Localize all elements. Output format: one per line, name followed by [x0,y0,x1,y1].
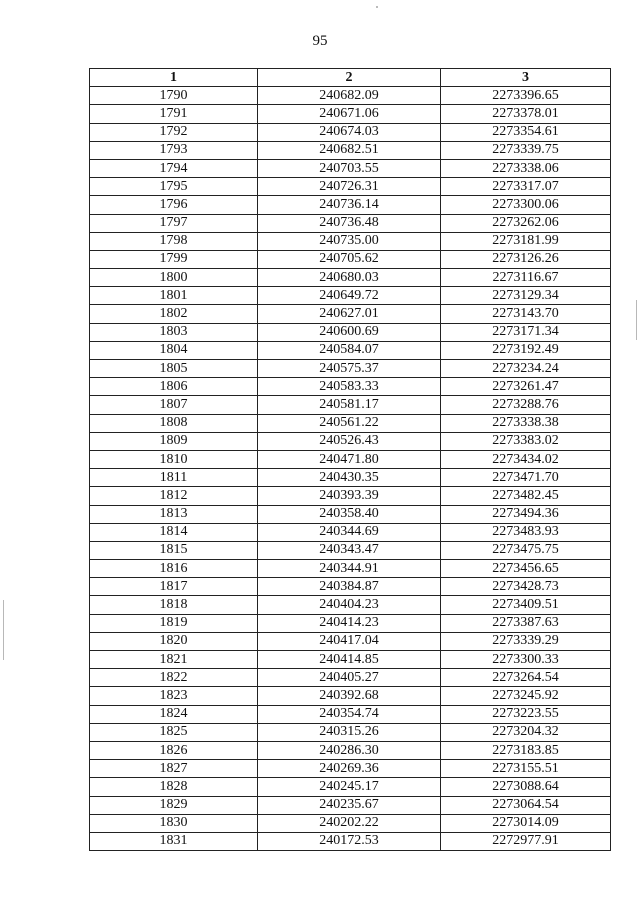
table-row [90,560,611,578]
x-coordinate-cell: 240471.80 [258,450,441,468]
table-row [90,541,611,559]
table-row [90,232,611,250]
table-row [90,105,611,123]
table-row [90,741,611,759]
table-row [90,760,611,778]
x-coordinate-cell: 240430.35 [258,469,441,487]
x-coordinate-cell: 240354.74 [258,705,441,723]
x-coordinate-cell: 240735.00 [258,232,441,250]
point-number-cell: 1807 [90,396,258,414]
table-row [90,832,611,850]
point-number-cell: 1822 [90,669,258,687]
y-coordinate-cell: 2273171.34 [441,323,611,341]
x-coordinate-cell: 240172.53 [258,832,441,850]
y-coordinate-cell: 2273116.67 [441,269,611,287]
table-row [90,396,611,414]
x-coordinate-cell: 240393.39 [258,487,441,505]
point-number-cell: 1826 [90,741,258,759]
x-coordinate-cell: 240343.47 [258,541,441,559]
point-number-cell: 1831 [90,832,258,850]
point-number-cell: 1794 [90,159,258,177]
scan-edge-mark-right [636,300,637,340]
x-coordinate-cell: 240405.27 [258,669,441,687]
y-coordinate-cell: 2273471.70 [441,469,611,487]
point-number-cell: 1825 [90,723,258,741]
table-row [90,214,611,232]
y-coordinate-cell: 2273223.55 [441,705,611,723]
x-coordinate-cell: 240344.69 [258,523,441,541]
point-number-cell: 1798 [90,232,258,250]
y-coordinate-cell: 2273456.65 [441,560,611,578]
table-row [90,651,611,669]
y-coordinate-cell: 2273014.09 [441,814,611,832]
y-coordinate-cell: 2273300.33 [441,651,611,669]
y-coordinate-cell: 2273264.54 [441,669,611,687]
x-coordinate-cell: 240674.03 [258,123,441,141]
y-coordinate-cell: 2273143.70 [441,305,611,323]
point-number-cell: 1797 [90,214,258,232]
x-coordinate-cell: 240344.91 [258,560,441,578]
x-coordinate-cell: 240235.67 [258,796,441,814]
table-row [90,687,611,705]
x-coordinate-cell: 240392.68 [258,687,441,705]
table-row [90,523,611,541]
x-coordinate-cell: 240526.43 [258,432,441,450]
point-number-cell: 1808 [90,414,258,432]
table-row [90,432,611,450]
point-number-cell: 1806 [90,378,258,396]
x-coordinate-cell: 240627.01 [258,305,441,323]
y-coordinate-cell: 2273245.92 [441,687,611,705]
x-coordinate-cell: 240245.17 [258,778,441,796]
coordinates-table [89,68,611,851]
x-coordinate-cell: 240417.04 [258,632,441,650]
point-number-cell: 1812 [90,487,258,505]
x-coordinate-cell: 240584.07 [258,341,441,359]
point-number-cell: 1800 [90,269,258,287]
table-row [90,450,611,468]
table-row [90,414,611,432]
y-coordinate-cell: 2273475.75 [441,541,611,559]
x-coordinate-cell: 240736.48 [258,214,441,232]
table-row [90,287,611,305]
y-coordinate-cell: 2273494.36 [441,505,611,523]
point-number-cell: 1799 [90,250,258,268]
y-coordinate-cell: 2273378.01 [441,105,611,123]
table-row [90,614,611,632]
x-coordinate-cell: 240703.55 [258,159,441,177]
table-row [90,178,611,196]
y-coordinate-cell: 2273261.47 [441,378,611,396]
table-row [90,378,611,396]
table-row [90,305,611,323]
y-coordinate-cell: 2273181.99 [441,232,611,250]
table-row [90,505,611,523]
x-coordinate-cell: 240705.62 [258,250,441,268]
scan-edge-mark-left [3,600,4,660]
y-coordinate-cell: 2273234.24 [441,360,611,378]
column-header-2: 2 [258,69,441,87]
x-coordinate-cell: 240286.30 [258,741,441,759]
point-number-cell: 1795 [90,178,258,196]
y-coordinate-cell: 2273354.61 [441,123,611,141]
x-coordinate-cell: 240414.85 [258,651,441,669]
page-number: 95 [312,33,328,49]
point-number-cell: 1805 [90,360,258,378]
point-number-cell: 1793 [90,141,258,159]
table-row [90,632,611,650]
point-number-cell: 1813 [90,505,258,523]
y-coordinate-cell: 2273339.29 [441,632,611,650]
x-coordinate-cell: 240600.69 [258,323,441,341]
y-coordinate-cell: 2273338.38 [441,414,611,432]
y-coordinate-cell: 2272977.91 [441,832,611,850]
point-number-cell: 1827 [90,760,258,778]
point-number-cell: 1819 [90,614,258,632]
table-row [90,669,611,687]
point-number-cell: 1791 [90,105,258,123]
x-coordinate-cell: 240682.51 [258,141,441,159]
table-row [90,596,611,614]
point-number-cell: 1815 [90,541,258,559]
point-number-cell: 1801 [90,287,258,305]
x-coordinate-cell: 240575.37 [258,360,441,378]
x-coordinate-cell: 240384.87 [258,578,441,596]
x-coordinate-cell: 240682.09 [258,87,441,105]
y-coordinate-cell: 2273483.93 [441,523,611,541]
x-coordinate-cell: 240680.03 [258,269,441,287]
table-row [90,796,611,814]
table-row [90,360,611,378]
point-number-cell: 1804 [90,341,258,359]
column-header-3: 3 [441,69,611,87]
x-coordinate-cell: 240269.36 [258,760,441,778]
table-row [90,123,611,141]
table-row [90,141,611,159]
table-row [90,705,611,723]
point-number-cell: 1829 [90,796,258,814]
y-coordinate-cell: 2273338.06 [441,159,611,177]
x-coordinate-cell: 240736.14 [258,196,441,214]
table-row [90,269,611,287]
x-coordinate-cell: 240726.31 [258,178,441,196]
point-number-cell: 1818 [90,596,258,614]
y-coordinate-cell: 2273204.32 [441,723,611,741]
x-coordinate-cell: 240561.22 [258,414,441,432]
table-row [90,469,611,487]
y-coordinate-cell: 2273064.54 [441,796,611,814]
point-number-cell: 1821 [90,651,258,669]
point-number-cell: 1830 [90,814,258,832]
x-coordinate-cell: 240358.40 [258,505,441,523]
x-coordinate-cell: 240583.33 [258,378,441,396]
y-coordinate-cell: 2273300.06 [441,196,611,214]
y-coordinate-cell: 2273155.51 [441,760,611,778]
y-coordinate-cell: 2273192.49 [441,341,611,359]
y-coordinate-cell: 2273129.34 [441,287,611,305]
point-number-cell: 1810 [90,450,258,468]
table-row [90,814,611,832]
y-coordinate-cell: 2273088.64 [441,778,611,796]
y-coordinate-cell: 2273387.63 [441,614,611,632]
y-coordinate-cell: 2273183.85 [441,741,611,759]
table-row [90,578,611,596]
x-coordinate-cell: 240581.17 [258,396,441,414]
table-header-row [90,69,611,87]
point-number-cell: 1803 [90,323,258,341]
point-number-cell: 1823 [90,687,258,705]
point-number-cell: 1824 [90,705,258,723]
scan-speck [376,6,378,8]
x-coordinate-cell: 240202.22 [258,814,441,832]
point-number-cell: 1792 [90,123,258,141]
x-coordinate-cell: 240404.23 [258,596,441,614]
table-row [90,87,611,105]
x-coordinate-cell: 240671.06 [258,105,441,123]
y-coordinate-cell: 2273262.06 [441,214,611,232]
table-row [90,159,611,177]
y-coordinate-cell: 2273409.51 [441,596,611,614]
table-row [90,723,611,741]
y-coordinate-cell: 2273428.73 [441,578,611,596]
x-coordinate-cell: 240414.23 [258,614,441,632]
point-number-cell: 1809 [90,432,258,450]
y-coordinate-cell: 2273339.75 [441,141,611,159]
table-body [90,87,611,851]
point-number-cell: 1817 [90,578,258,596]
table-row [90,196,611,214]
column-header-1: 1 [90,69,258,87]
table-row [90,341,611,359]
y-coordinate-cell: 2273434.02 [441,450,611,468]
point-number-cell: 1802 [90,305,258,323]
y-coordinate-cell: 2273317.07 [441,178,611,196]
y-coordinate-cell: 2273482.45 [441,487,611,505]
table-row [90,778,611,796]
point-number-cell: 1790 [90,87,258,105]
table-row [90,250,611,268]
table-row [90,487,611,505]
point-number-cell: 1820 [90,632,258,650]
y-coordinate-cell: 2273126.26 [441,250,611,268]
point-number-cell: 1816 [90,560,258,578]
point-number-cell: 1828 [90,778,258,796]
point-number-cell: 1796 [90,196,258,214]
x-coordinate-cell: 240315.26 [258,723,441,741]
y-coordinate-cell: 2273383.02 [441,432,611,450]
point-number-cell: 1814 [90,523,258,541]
y-coordinate-cell: 2273396.65 [441,87,611,105]
point-number-cell: 1811 [90,469,258,487]
y-coordinate-cell: 2273288.76 [441,396,611,414]
x-coordinate-cell: 240649.72 [258,287,441,305]
table-row [90,323,611,341]
